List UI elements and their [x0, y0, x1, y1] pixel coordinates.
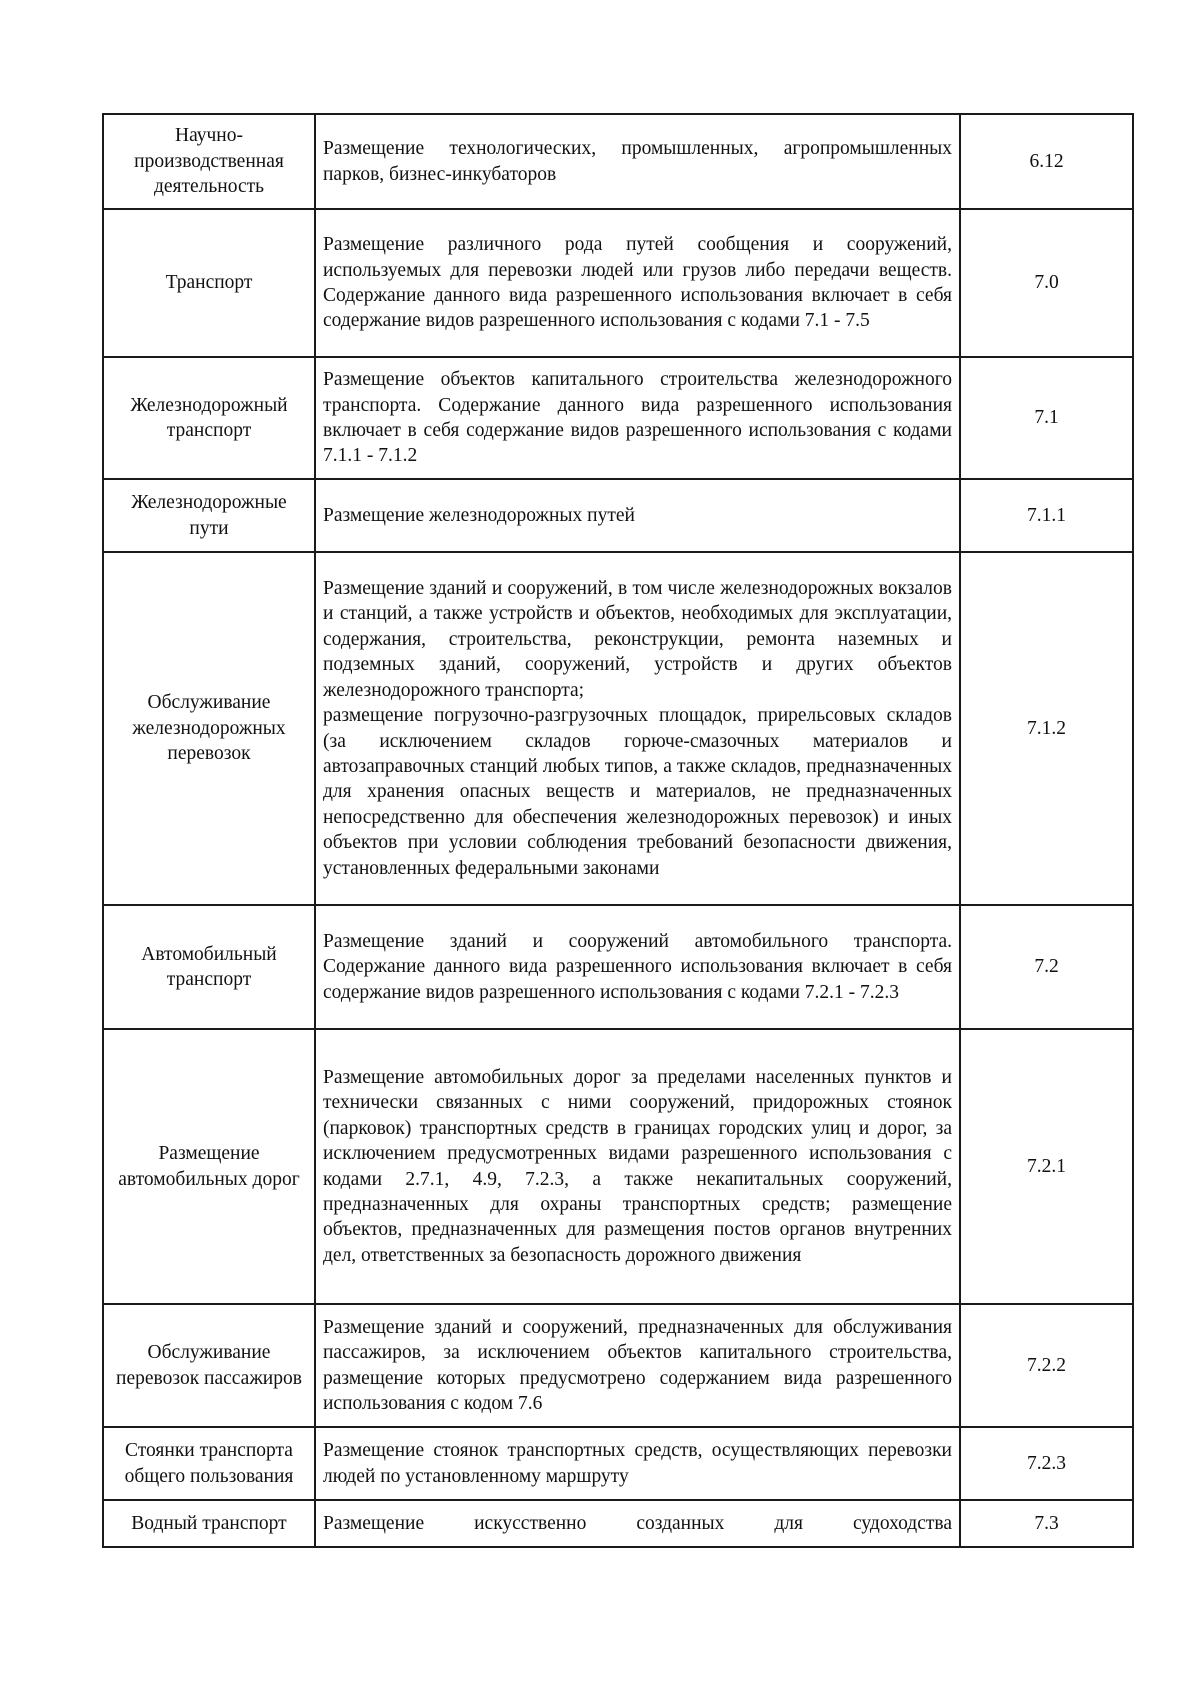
- use-type-description: Размещение различного рода путей сообщения и сооружений, используемых для перевозки людей или грузов либо передачи веществ. Содержание данного вида разрешенного использования включает в себя содержание видов разрешенного использования с кодами 7.1 - 7.5: [315, 209, 960, 357]
- use-type-name: Научно-производственная деятельность: [103, 114, 315, 209]
- table-row: [103, 552, 1133, 905]
- use-type-code: 7.1: [960, 357, 1133, 479]
- use-type-name: Автомобильный транспорт: [103, 905, 315, 1029]
- use-type-description: Размещение зданий и сооружений, предназначенных для обслуживания пассажиров, за исключением объектов капитального строительства, размещение которых предусмотрено содержанием вида разрешенного использования с кодом 7.6: [315, 1304, 960, 1427]
- use-type-code: 7.1.2: [960, 552, 1133, 905]
- use-type-description: Размещение железнодорожных путей: [315, 479, 960, 552]
- table-row: [103, 1029, 1133, 1304]
- use-type-code: 7.2.3: [960, 1427, 1133, 1500]
- use-type-description: Размещение зданий и сооружений автомобильного транспорта. Содержание данного вида разрешенного использования включает в себя содержание видов разрешенного использования с кодами 7.2.1 - 7.2.3: [315, 905, 960, 1029]
- table-row: [103, 357, 1133, 479]
- use-type-name: Водный транспорт: [103, 1500, 315, 1547]
- use-type-description-continued: размещение погрузочно-разгрузочных площадок, прирельсовых складов (за исключением складов горюче-смазочных материалов и автозаправочных станций любых типов, а также складов, предназначенных для хранения опасных веществ и материалов, не предназначенных непосредственно для обеспечения железнодорожных перевозок) и иных объектов при условии соблюдения требований безопасности движения, установленных федеральными законами: [323, 705, 952, 879]
- use-type-code: 7.2: [960, 905, 1133, 1029]
- use-type-name: Обслуживание железнодорожных перевозок: [103, 552, 315, 905]
- use-type-description-cell: [315, 552, 960, 905]
- use-type-code: 7.2.1: [960, 1029, 1133, 1304]
- use-type-description: Размещение технологических, промышленных, агропромышленных парков, бизнес-инкубаторов: [315, 114, 960, 209]
- table-row: [103, 1500, 1133, 1547]
- table-row: [103, 1427, 1133, 1500]
- use-type-code: 6.12: [960, 114, 1133, 209]
- use-type-description: Размещение объектов капитального строительства железнодорожного транспорта. Содержание данного вида разрешенного использования включает в себя содержание видов разрешенного использования с кодами 7.1.1 - 7.1.2: [315, 357, 960, 479]
- use-type-code: 7.3: [960, 1500, 1133, 1547]
- use-type-name: Размещение автомобильных дорог: [103, 1029, 315, 1304]
- land-use-table: [102, 113, 1134, 1548]
- use-type-code: 7.1.1: [960, 479, 1133, 552]
- table-row: [103, 114, 1133, 209]
- table-row: [103, 905, 1133, 1029]
- use-type-description: Размещение зданий и сооружений, в том числе железнодорожных вокзалов и станций, а также устройств и объектов, необходимых для эксплуатации, содержания, строительства, реконструкции, ремонта наземных и подземных зданий, сооружений, устройств и других объектов железнодорожного транспорта;: [323, 578, 952, 701]
- use-type-name: Транспорт: [103, 209, 315, 357]
- use-type-code: 7.2.2: [960, 1304, 1133, 1427]
- use-type-name: Стоянки транспорта общего пользования: [103, 1427, 315, 1500]
- use-type-description: Размещение искусственно созданных для судоходства: [315, 1500, 960, 1547]
- use-type-name: Железнодорожные пути: [103, 479, 315, 552]
- table-row: [103, 479, 1133, 552]
- use-type-description: Размещение стоянок транспортных средств, осуществляющих перевозки людей по установленному маршруту: [315, 1427, 960, 1500]
- table-row: [103, 1304, 1133, 1427]
- use-type-name: Железнодорожный транспорт: [103, 357, 315, 479]
- use-type-description: Размещение автомобильных дорог за пределами населенных пунктов и технически связанных с ними сооружений, придорожных стоянок (парковок) транспортных средств в границах городских улиц и дорог, за исключением предусмотренных видами разрешенного использования с кодами 2.7.1, 4.9, 7.2.3, а также некапитальных сооружений, предназначенных для охраны транспортных средств; размещение объектов, предназначенных для размещения постов органов внутренних дел, ответственных за безопасность дорожного движения: [315, 1029, 960, 1304]
- use-type-code: 7.0: [960, 209, 1133, 357]
- table-row: [103, 209, 1133, 357]
- use-type-name: Обслуживание перевозок пассажиров: [103, 1304, 315, 1427]
